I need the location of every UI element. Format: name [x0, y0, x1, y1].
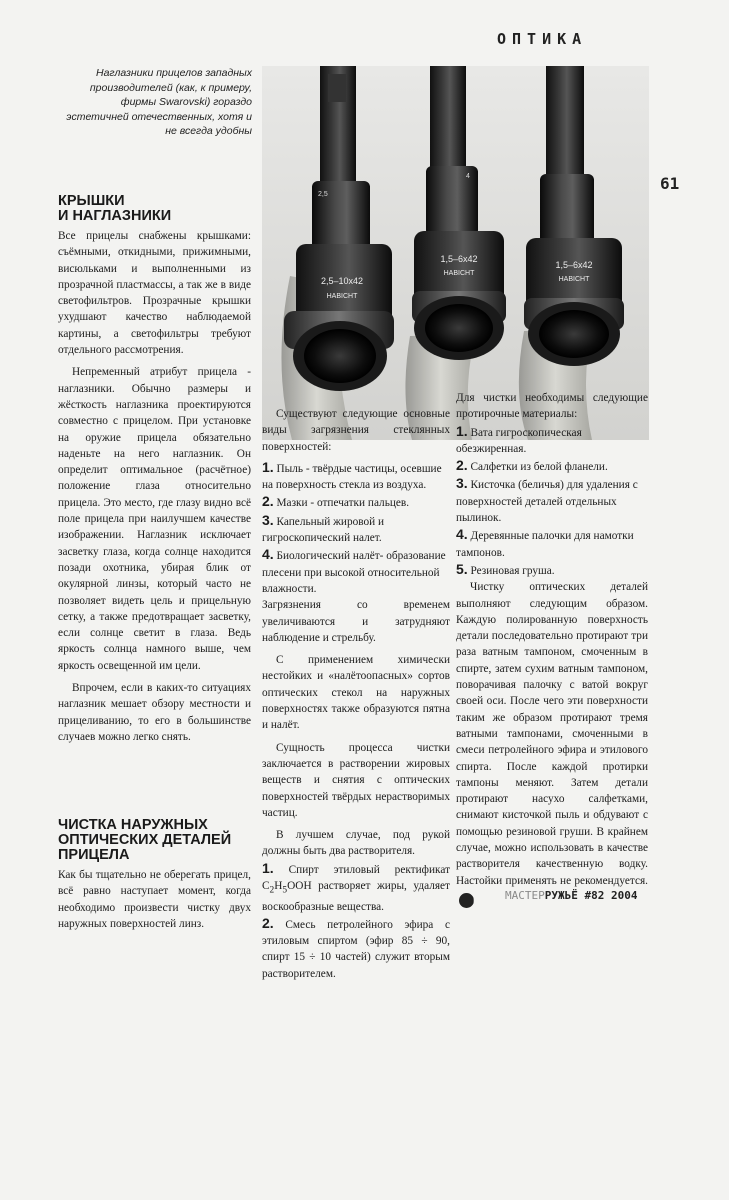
section-label: ОПТИКА: [497, 30, 588, 48]
paragraph: Для чистки необходимы следующие протирочные материалы:: [456, 392, 648, 421]
magazine-name-bold: РУЖЬЁ: [544, 889, 578, 902]
scope-1-brand: HABICHT: [326, 293, 358, 300]
list-item: 3. Кисточка (беличья) для удаления с поверхностей деталей отдельных пылинок.: [456, 475, 638, 525]
paragraph: Существуют следующие основные виды загрязнения стеклянных поверхностей:: [262, 408, 450, 453]
paragraph: Впрочем, если в каких-то ситуациях наглазник мешает обзору местности и прицеливанию, то его в большинстве случаев можно легко снять.: [58, 682, 251, 743]
list-item: 4. Деревянные палочки для намотки тампонов.: [456, 526, 634, 559]
materials-list: [456, 423, 648, 580]
paragraph: Все прицелы снабжены крышками: съёмными, откидными, прижимными, висюльками и выполненными из прозрачной пластмассы, а так же в виде светофильтров. Прозрачные крышки ухудшают качество наблюдаемой картины, а светофильтры требуют отдельного рассмотрения.: [58, 230, 251, 357]
column-2: [262, 356, 450, 982]
end-mark-icon: М: [459, 893, 474, 908]
scope-2-ring-mark: 4: [466, 173, 470, 180]
paragraph: Непременный атрибут прицела - наглазники. Обычно размеры и жёсткость наглазника проектируются совместно с прицелом. При установке на оружие прицела обязательно наденьте на него наглазник. Он определит оптимальное (расчётное) положение глаза относительно прицела. Это место, где глазу видно всё поле прицела при наилучшем качестве изображении. Наглазник исключает засветку глаза, когда солнце находится позади охотника, убирая блик от окулярной линзы, который часто не позволяет видеть цель и прицельную сетку, а также предотвращает засветку, если солнце светит в глаза. Ведь яркость солнца намного выше, чем яркость освещенной им цели.: [58, 366, 251, 672]
column-1: [58, 194, 251, 745]
paragraph: В лучшем случае, под рукой должны быть два растворителя.: [262, 829, 450, 858]
issue-number: #82 2004: [584, 889, 638, 902]
list-item: 1. Спирт этиловый ректификат $C_2H_5OOH$ растворяет жиры, удаляет воскообразные вещества.: [262, 859, 451, 913]
heading-line-1: КРЫШКИ: [58, 193, 125, 209]
heading-cleaning: [58, 818, 251, 863]
magazine-footer: [505, 889, 637, 902]
list-item: 3. Капельный жировой и гигроскопический налет.: [262, 511, 385, 545]
scope-2-model: 1,5–6x42: [440, 254, 478, 264]
list-item: 2. Мазки - отпечатки пальцев.: [262, 493, 410, 510]
scope-3-brand: HABICHT: [558, 276, 590, 283]
paragraph: Загрязнения со временем увеличиваются и затрудняют наблюдение и стрельбу.: [262, 599, 450, 644]
paragraph: Сущность процесса чистки заключается в растворении жировых веществ и снятия с оптических поверхностей твёрдых нерастворимых частиц.: [262, 741, 450, 819]
heading-caps-eyecups: [58, 194, 251, 224]
magazine-name-light: МАСТЕР: [505, 889, 545, 902]
paragraph: С применением химически нестойких и «налётоопасных» сортов оптических стекол на наружных поверхностях также образуются пятна и налёт.: [262, 654, 450, 732]
page-number: 61: [660, 174, 680, 193]
column-3: [456, 356, 648, 908]
paragraph: Как бы тщательно не оберегать прицел, всё равно наступает момент, когда необходимо произвести чистку двух наружных поверхностей линз.: [58, 869, 251, 930]
list-item: 2. Салфетки из белой фланели.: [456, 457, 608, 474]
heading-line-2: И НАГЛАЗНИКИ: [58, 208, 172, 224]
list-item: 1. Пыль - твёрдые частицы, осевшие на поверхность стекла из воздуха.: [262, 458, 442, 492]
list-item: 2. Смесь петролейного эфира с этиловым спиртом (эфир 85 ÷ 90, спирт 15 ÷ 10 частей) служит вторым растворителем.: [262, 914, 450, 980]
contaminants-list: [262, 459, 450, 597]
list-item: 5. Резиновая груша.: [456, 560, 555, 577]
scope-1-ring-mark: 2,5: [318, 191, 328, 198]
heading-line-1: ЧИСТКА НАРУЖНЫХ: [58, 817, 208, 833]
paragraph: Чистку оптических деталей выполняют следующим образом. Каждую полированную поверхность детали последовательно протирают три раза ватным тампоном, смоченным в спирте, затем сухим ватным тампоном, поворачивая палочку с ватой вокруг своей оси. После чего эти поверхности таким же образом протирают тремя ватными тампонами, смоченными в смеси петролейного эфира и этилового спирта. После каждой протирки тампоны меняют. Затем детали протирают насухо салфетками, снимают кисточкой пыль и обдувают с помощью резиновой груши. В крайнем случае, можно использовать в качестве растворителя качественную водку. Настойки применять не рекомендуется.М: [456, 579, 648, 908]
list-item: 1. Вата гигроскопическая обезжиренная.: [456, 422, 582, 455]
scope-3-model: 1,5–6x42: [555, 260, 593, 270]
heading-line-3: ПРИЦЕЛА: [58, 847, 130, 863]
scope-1-model: 2,5–10x42: [320, 276, 364, 286]
photo-caption: Наглазники прицелов западных производителей (как, к примеру, фирмы Swarovski) гораздо эстетичней отечественных, хотя и не всегда удобны: [66, 67, 252, 138]
column-1-bottom: [58, 817, 251, 930]
heading-line-2: ОПТИЧЕСКИХ ДЕТАЛЕЙ: [58, 832, 232, 848]
list-item: 4. Биологический налёт- образование плесени при высокой относительной влажности.: [262, 546, 446, 595]
scope-2-brand: HABICHT: [443, 270, 475, 277]
